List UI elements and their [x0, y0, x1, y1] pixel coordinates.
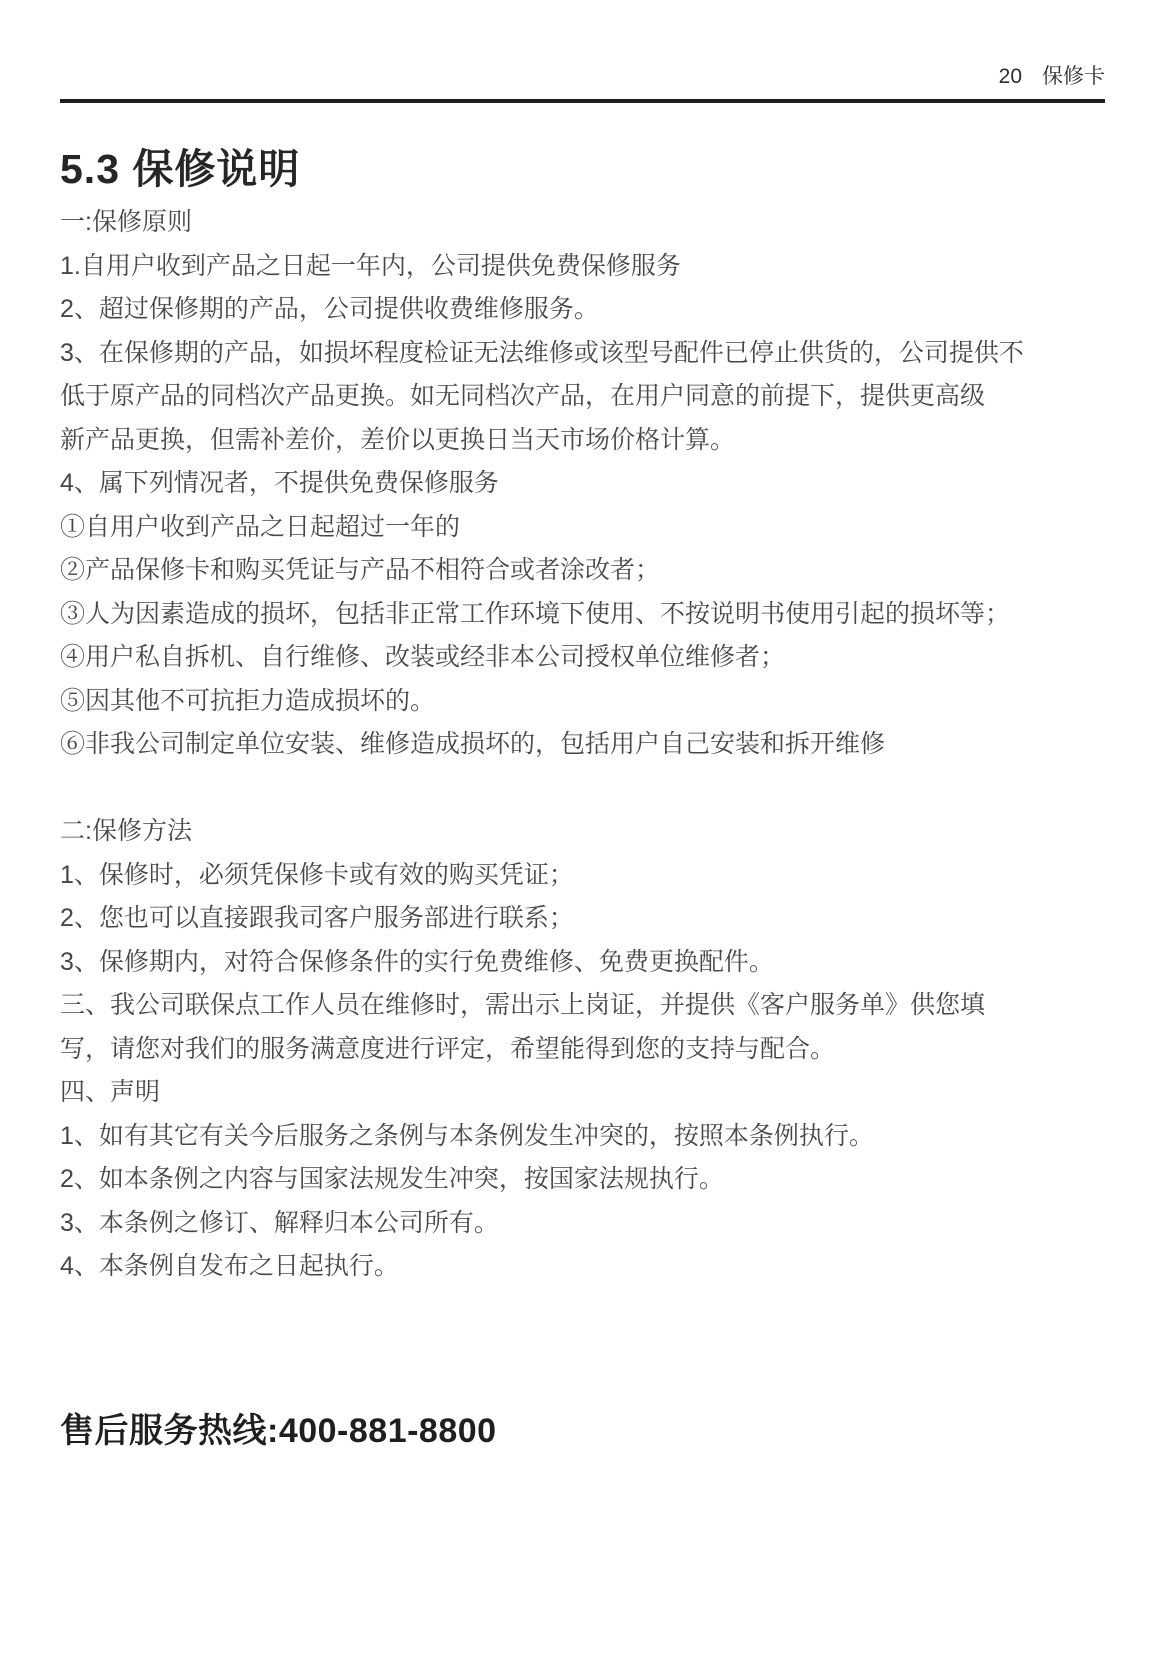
body-line: 四、声明: [60, 1078, 161, 1106]
body-line: 三、我公司联保点工作人员在维修时，需出示上岗证，并提供《客户服务单》供您填: [60, 991, 986, 1019]
body-line: 3、在保修期的产品，如损坏程度检证无法维修或该型号配件已停止供货的，公司提供不: [60, 338, 1024, 367]
chapter-title: 保修卡: [1042, 65, 1105, 88]
body-line: ④用户私自拆机、自行维修、改装或经非本公司授权单位维修者；: [60, 643, 786, 671]
body-line: 4、本条例自发布之日起执行。: [60, 1252, 399, 1280]
body-line: [60, 767, 1105, 811]
body-line: 3、本条例之修订、解释归本公司所有。: [60, 1208, 499, 1237]
section-title: 5.3 保修说明: [60, 146, 301, 192]
header-rule: [60, 99, 1105, 103]
body-line: 1、保修时，必须凭保修卡或有效的购买凭证；: [60, 860, 574, 889]
body-line: 2、超过保修期的产品，公司提供收费维修服务。: [60, 295, 599, 323]
body-line: 4、属下列情况者，不提供免费保修服务: [60, 469, 499, 497]
body-line: 低于原产品的同档次产品更换。如无同档次产品，在用户同意的前提下，提供更高级: [60, 382, 986, 410]
page-number: 20: [998, 65, 1022, 88]
body-line: ③人为因素造成的损坏，包括非正常工作环境下使用、不按说明书使用引起的损坏等；: [60, 599, 1011, 628]
body-line: 写，请您对我们的服务满意度进行评定，希望能得到您的支持与配合。: [60, 1034, 836, 1063]
body-line: 1.自用户收到产品之日起一年内，公司提供免费保修服务: [60, 251, 681, 280]
body-line: ⑤因其他不可抗拒力造成损坏的。: [60, 686, 436, 715]
service-hotline: 售后服务热线:400-881-8800: [60, 1411, 497, 1450]
body-line: 1、如有其它有关今后服务之条例与本条例发生冲突的，按照本条例执行。: [60, 1121, 874, 1150]
body-line: 一:保修原则: [60, 208, 192, 236]
body-text: [60, 201, 1105, 1289]
body-line: 二:保修方法: [60, 817, 192, 845]
body-line: 3、保修期内，对符合保修条件的实行免费维修、免费更换配件。: [60, 947, 774, 976]
body-line: 新产品更换，但需补差价，差价以更换日当天市场价格计算。: [60, 425, 736, 454]
body-line: 2、您也可以直接跟我司客户服务部进行联系；: [60, 904, 574, 932]
body-line: 2、如本条例之内容与国家法规发生冲突，按国家法规执行。: [60, 1165, 724, 1193]
body-line: ①自用户收到产品之日起超过一年的: [60, 512, 461, 541]
body-line: ②产品保修卡和购买凭证与产品不相符合或者涂改者；: [60, 556, 661, 584]
page-header: [60, 0, 1105, 90]
body-line: ⑥非我公司制定单位安装、维修造成损坏的，包括用户自己安装和拆开维修: [60, 730, 886, 758]
